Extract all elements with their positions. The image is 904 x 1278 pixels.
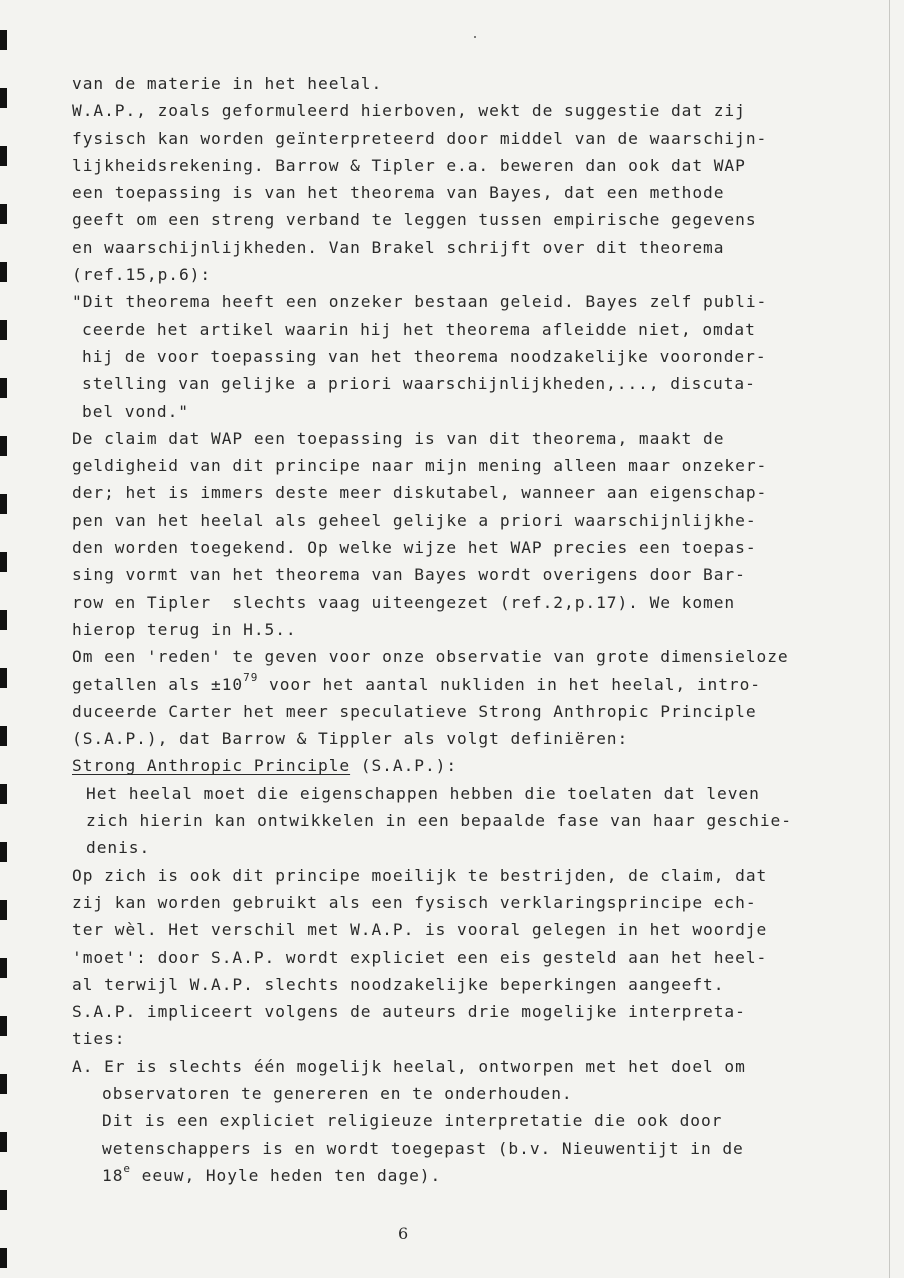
text-line: den worden toegekend. Op welke wijze het WAP precies een toepas- <box>72 538 757 558</box>
binding-hole <box>0 262 7 282</box>
binding-hole <box>0 204 7 224</box>
binding-hole <box>0 1132 7 1152</box>
exponent: 79 <box>243 671 259 685</box>
binding-hole <box>0 668 7 688</box>
text-span: 18 <box>102 1165 124 1185</box>
text-line: der; het is immers deste meer diskutabel, wanneer aan eigenschap- <box>72 483 768 503</box>
binding-hole <box>0 378 7 398</box>
binding-hole <box>0 552 7 572</box>
century-superscript: e <box>123 1162 131 1176</box>
binding-hole <box>0 30 7 50</box>
list-item-line: wetenschappers is en wordt toegepast (b.v. Nieuwentijt in de <box>102 1138 744 1158</box>
document-body <box>72 70 832 1189</box>
text-line: ter wèl. Het verschil met W.A.P. is vooral gelegen in het woordje <box>72 920 768 940</box>
binding-hole <box>0 320 7 340</box>
quote-line: hij de voor toepassing van het theorema noodzakelijke vooronder- <box>82 346 767 366</box>
text-line: ties: <box>72 1029 126 1049</box>
text-line: fysisch kan worden geïnterpreteerd door middel van de waarschijn- <box>72 128 768 148</box>
binding-hole <box>0 726 7 746</box>
text-line: S.A.P. impliceert volgens de auteurs drie mogelijke interpreta- <box>72 1002 746 1022</box>
text-line-with-exponent <box>72 671 832 698</box>
binding-hole <box>0 1190 7 1210</box>
text-line: hierop terug in H.5.. <box>72 619 297 639</box>
binding-hole <box>0 1248 7 1268</box>
page-edge <box>889 0 890 1278</box>
sap-abbrev: (S.A.P.): <box>350 756 458 776</box>
text-line: row en Tipler slechts vaag uiteengezet (ref.2,p.17). We komen <box>72 592 736 612</box>
text-line: Om een 'reden' te geven voor onze observatie van grote dimensieloze <box>72 647 789 667</box>
page-number: 6 <box>398 1224 409 1243</box>
text-line: sing vormt van het theorema van Bayes wordt overigens door Bar- <box>72 565 746 585</box>
binding-hole <box>0 958 7 978</box>
quote-line: "Dit theorema heeft een onzeker bestaan geleid. Bayes zelf publi- <box>72 292 768 312</box>
text-span: getallen als ±10 <box>72 674 244 694</box>
binding-hole <box>0 88 7 108</box>
list-item-line: Dit is een expliciet religieuze interpretatie die ook door <box>102 1111 723 1131</box>
binding-hole <box>0 784 7 804</box>
text-line: en waarschijnlijkheden. Van Brakel schrijft over dit theorema <box>72 237 725 257</box>
text-line: van de materie in het heelal. <box>72 74 383 93</box>
definition-line: zich hierin kan ontwikkelen in een bepaalde fase van haar geschie- <box>86 811 792 831</box>
sap-heading: Strong Anthropic Principle <box>72 756 351 776</box>
binding-hole <box>0 1074 7 1094</box>
text-line: geldigheid van dit principe naar mijn mening alleen maar onzeker- <box>72 456 768 476</box>
text-line: De claim dat WAP een toepassing is van dit theorema, maakt de <box>72 428 725 448</box>
text-line: zij kan worden gebruikt als een fysisch verklaringsprincipe ech- <box>72 892 757 912</box>
text-span: eeuw, Hoyle heden ten dage). <box>130 1165 442 1185</box>
list-item-line: observatoren te genereren en te onderhouden. <box>102 1083 573 1103</box>
quote-line: ceerde het artikel waarin hij het theorema afleidde niet, omdat <box>82 319 756 339</box>
text-line: (ref.15,p.6): <box>72 265 212 285</box>
definition-line: denis. <box>86 838 151 858</box>
speck <box>474 36 476 38</box>
text-line: 'moet': door S.A.P. wordt expliciet een eis gesteld aan het heel- <box>72 947 768 967</box>
binding-hole <box>0 900 7 920</box>
text-line: Op zich is ook dit principe moeilijk te bestrijden, de claim, dat <box>72 865 768 885</box>
definition-line: Het heelal moet die eigenschappen hebben die toelaten dat leven <box>86 783 760 803</box>
text-line: lijkheidsrekening. Barrow & Tipler e.a. beweren dan ook dat WAP <box>72 155 746 175</box>
text-line: W.A.P., zoals geformuleerd hierboven, wekt de suggestie dat zij <box>72 101 746 121</box>
text-line: al terwijl W.A.P. slechts noodzakelijke beperkingen aangeeft. <box>72 974 725 994</box>
text-line: geeft om een streng verband te leggen tussen empirische gegevens <box>72 210 757 230</box>
binding-hole <box>0 146 7 166</box>
text-span: voor het aantal nukliden in het heelal, intro- <box>258 674 761 694</box>
text-line: pen van het heelal als geheel gelijke a priori waarschijnlijkhe- <box>72 510 757 530</box>
spiral-binding <box>0 0 8 1278</box>
quote-line: stelling van gelijke a priori waarschijnlijkheden,..., discuta- <box>82 374 756 394</box>
binding-hole <box>0 494 7 514</box>
text-line: (S.A.P.), dat Barrow & Tippler als volgt definiëren: <box>72 729 629 749</box>
list-item-a: A. Er is slechts één mogelijk heelal, ontworpen met het doel om <box>72 1056 746 1076</box>
text-line: een toepassing is van het theorema van Bayes, dat een methode <box>72 183 725 203</box>
binding-hole <box>0 1016 7 1036</box>
quote-line: bel vond." <box>82 401 189 421</box>
binding-hole <box>0 842 7 862</box>
binding-hole <box>0 436 7 456</box>
binding-hole <box>0 610 7 630</box>
text-line: duceerde Carter het meer speculatieve Strong Anthropic Principle <box>72 701 757 721</box>
definition-heading <box>72 752 832 779</box>
list-item-line <box>72 1162 832 1189</box>
